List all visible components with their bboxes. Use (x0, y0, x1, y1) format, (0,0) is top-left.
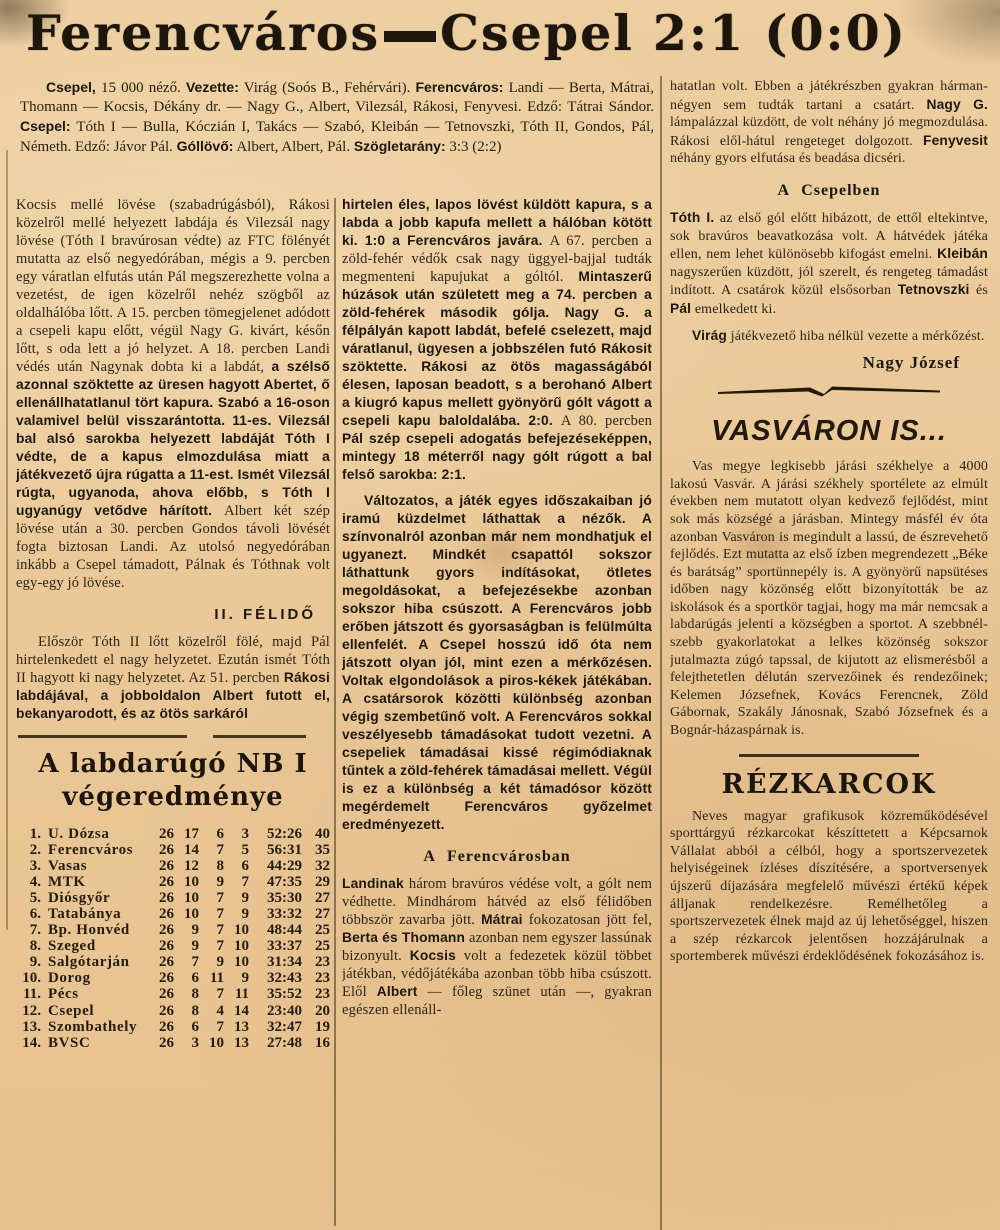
table-cell: 6 (241, 857, 249, 874)
text-run: Mátrai (481, 912, 523, 927)
text-run: Kleibán (937, 246, 988, 262)
table-cell: 26 (159, 825, 174, 842)
table-cell: Diósgyőr (48, 889, 111, 906)
table-cell: 7 (216, 905, 224, 922)
table-cell: 11 (209, 970, 224, 987)
table-cell: 3. (29, 857, 41, 874)
table-cell: 7 (216, 1018, 224, 1035)
table-cell: 5 (241, 841, 249, 858)
table-cell: 26 (159, 922, 174, 939)
table-cell: 9. (29, 954, 41, 971)
table-row (16, 986, 330, 1002)
column-1 (16, 196, 330, 1230)
text-run: Kocsis (409, 948, 456, 963)
table-row (16, 1003, 330, 1019)
vasvar-section-title: VASVÁRON IS... (711, 415, 947, 448)
table-cell: 8 (191, 1002, 199, 1019)
table-cell: 14. (22, 1034, 41, 1051)
table-cell: 13. (22, 1018, 41, 1035)
second-half-subhead: II. FÉLIDŐ (214, 606, 316, 623)
table-cell: 9 (191, 938, 199, 955)
column-divider-1 (334, 198, 336, 1226)
table-cell: 7 (216, 889, 224, 906)
table-cell: Pécs (48, 986, 79, 1003)
league-table (16, 826, 330, 1051)
text-run: Tóth I. (670, 209, 715, 225)
table-cell: 40 (315, 825, 330, 842)
table-cell: 11. (23, 986, 41, 1003)
headline-dash-icon (384, 31, 436, 42)
text-run: Ferencváros: (415, 79, 504, 95)
text-run: Rákosi labdájával, a jobboldalon Albert futott el, bekanyarodott, és az ötös sarkáról (16, 670, 330, 721)
table-cell: Ferencváros (48, 841, 134, 858)
table-cell: 7 (216, 986, 224, 1003)
table-cell: 7 (191, 954, 199, 971)
text-run: Tetnovszki (897, 282, 970, 298)
league-table-title (16, 748, 330, 814)
pen-flourish-divider-icon (714, 383, 944, 399)
league-table-title-line1: A labdarúgó NB I (38, 748, 308, 779)
text-run: Pál (670, 300, 692, 316)
table-cell: 23 (315, 954, 330, 971)
text-run: Berta és Thomann (342, 930, 466, 945)
table-cell: 47:35 (267, 873, 302, 890)
text-run: volt a fedezetek közül többet játékban, védőjátékába azonban több hiba csúszott. Elől (342, 948, 652, 1000)
table-row (16, 954, 330, 970)
table-cell: 12. (22, 1002, 41, 1019)
table-cell: 7 (216, 922, 224, 939)
table-cell: 26 (159, 905, 174, 922)
table-cell: 12 (184, 857, 199, 874)
table-cell: Dorog (48, 970, 91, 987)
table-cell: Vasas (48, 857, 88, 874)
text-run: Kocsis mellé lövése (szabadrúgásból), Rákosi közelről mellé helyezett labdája és Vilezsál nagy lövése (Tóth I bravúrosan védte) az FTC fölényét mutatta az első negyedórában, mégis a 9. percben egy váratlan elfutás után Pál megszerezhette volna a vezetést, de igen közelről nehéz szögből az oldalhálóba lőtt. A 15. percben tömegjelenet adódott a csepeli kapu előtt, végül Nagy G. kivárt, későn lőtt, s oda lett a jó helyzet. A 18. percben Landi védés után Nagynak dobta ki a labdát, (16, 197, 330, 375)
table-cell: 6 (191, 970, 199, 987)
table-cell: 8 (216, 857, 224, 874)
table-cell: 14 (234, 1002, 249, 1019)
table-cell: BVSC (48, 1034, 91, 1051)
table-cell: 7. (29, 922, 41, 939)
text-run: Vas megye legkisebb járási székhelye a 4000 lakosú Vasvár. A járási székhely sportélete az elmúlt években nem mutatott olyan kedvező fejlődést, mint sok más községé a járásban. Mintegy másfél év óta azonban Vasváron is megindult a lassú, de észrevehető fejlődés. Ezt mutatta az első ízben megrendezett „Béke és barátság” sportünnepély is. A gyönyörű napsütéses időben nagy közönség előtt bizonyították be az iskolások és a sportkör tagjai, hogy ma már nemcsak a labdarúgás jelenti a községben a sportot. A szebbnél-szebb gyakorlatokat a lelkes közönség sokszor jutalmazta zúgó tapssal, de kijutott az elismerésből a felejthetetlen délután szervezőinek és rendezőinek; Kelemen Józsefnek, Kovács Ferencnek, Zöld Gábornak, Szakály Jánosnak, Szabó Józsefnek és a Bognár-házaspárnak is. (670, 459, 988, 739)
text-run: A 67. percben a zöld-fehér védők csak nagy üggyel-bajjal tudták megmenteni kapujukat a góltól. (342, 233, 652, 285)
table-cell: 27:48 (267, 1034, 302, 1051)
league-table-title-line2: végeredménye (62, 781, 284, 812)
table-cell: 9 (241, 889, 249, 906)
text-run: Nagy G. (926, 96, 988, 112)
text-run: Neves magyar grafikusok közreműködésével sporttárgyú rézkarcokat készíttetett a Képcsarnok Vállalat abból a célból, hogy a sportszervezetek helyiségeinek ízléses díszítésére, a sportversenyek újszerű díjazására megfelelő művészi értékű képek álljanak rendelkezésre. Remélhetőleg a sportszervezetek élnek majd az új lehetőséggel, hiszen a szép rézkarcok jelentősen hozzájárulnak a sportemberek művészi érdeklődésének fokozásához is. (670, 808, 988, 965)
text-run: fokozatosan jött fel, (522, 912, 652, 928)
text-run: Albert két szép lövése után a 30. percben Gondos távoli lövését fogta biztosan Landi. Az utolsó negyedórában inkább a Csepel támadott, Pálnak és Tóthnak volt egy-egy jó lövése. (16, 503, 330, 591)
text-run: emelkedett ki. (691, 301, 777, 317)
table-cell: 25 (315, 938, 330, 955)
table-cell: Bp. Honvéd (48, 922, 130, 939)
table-cell: 7 (216, 841, 224, 858)
text-run: hatatlan volt. Ebben a játékrészben gyakran hárman-négyen sem tudták tartani a csatárt. (670, 79, 988, 113)
table-cell: 13 (234, 1018, 249, 1035)
table-cell: 5. (29, 889, 41, 906)
column-3 (670, 78, 988, 1230)
headline-left: Ferencváros (26, 4, 381, 62)
table-cell: Salgótarján (48, 954, 130, 971)
table-cell: 9 (191, 922, 199, 939)
table-cell: 9 (216, 954, 224, 971)
table-cell: 3 (241, 825, 249, 842)
table-cell: 10 (184, 905, 199, 922)
divider-segment (18, 735, 187, 738)
text-run: Először Tóth II lőtt közelről fölé, majd Pál hirtelenkedett el nagy helyzetet. Ezután ismét Tóth II hagyott ki nagy helyzetet. Az 51. percben (16, 634, 330, 686)
table-row (16, 1035, 330, 1051)
table-cell: 3 (191, 1034, 199, 1051)
author-byline: Nagy József (862, 353, 960, 373)
table-cell: 9 (241, 970, 249, 987)
table-cell: U. Dózsa (48, 825, 110, 842)
table-cell: 26 (159, 970, 174, 987)
table-row (16, 922, 330, 938)
table-cell: 23 (315, 970, 330, 987)
table-cell: 20 (315, 1002, 330, 1019)
referee-paragraph (670, 327, 988, 346)
table-cell: 10 (184, 889, 199, 906)
page-edge-rule (6, 150, 8, 930)
analysis-paragraph (342, 492, 652, 834)
table-cell: 6 (191, 1018, 199, 1035)
table-cell: MTK (48, 873, 86, 890)
text-run: Albert (376, 984, 418, 999)
text-run: Albert, Albert, Pál. (233, 139, 354, 155)
table-cell: 7 (241, 873, 249, 890)
table-cell: 19 (315, 1018, 330, 1035)
text-run: Csepel, (46, 79, 96, 95)
table-cell: Tatabánya (48, 905, 122, 922)
text-run: A 80. percben (560, 413, 652, 429)
table-cell: 52:26 (267, 825, 302, 842)
table-cell: 26 (159, 1034, 174, 1051)
table-cell: 9 (241, 905, 249, 922)
table-cell: 1. (29, 825, 41, 842)
table-row (16, 906, 330, 922)
rezkarcok-section-title: RÉZKARCOK (721, 768, 937, 800)
table-cell: 17 (184, 825, 199, 842)
table-cell: 6. (29, 905, 41, 922)
table-cell: 26 (159, 857, 174, 874)
text-run: 3:3 (2:2) (445, 139, 502, 155)
table-row (16, 874, 330, 890)
table-cell: 2. (29, 841, 41, 858)
table-row (16, 890, 330, 906)
table-cell: 48:44 (267, 922, 302, 939)
table-cell: 26 (159, 938, 174, 955)
table-cell: 10 (234, 922, 249, 939)
table-cell: 32 (315, 857, 330, 874)
table-cell: 8 (191, 986, 199, 1003)
divider-segment (213, 735, 305, 738)
text-run: Landi — Berta, Mátrai, Thomann — Kocsis, Dékány dr. — Nagy G., Albert, Vilezsál, Rákosi, Fenyvesi. Edző: Tátrai Sándor. (20, 80, 654, 115)
table-cell: 26 (159, 873, 174, 890)
report-paragraph-2 (16, 633, 330, 723)
headline-right: Csepel 2:1 (0:0) (440, 4, 907, 62)
table-cell: 32:43 (267, 970, 302, 987)
table-cell: 10 (209, 1034, 224, 1051)
text-run: Virág (692, 327, 728, 343)
report-paragraph-1 (16, 196, 330, 592)
text-run: azonban nem egyszer lassúnak bizonyult. (342, 930, 652, 964)
text-run: Csepel: (20, 118, 71, 134)
table-cell: 16 (315, 1034, 330, 1051)
text-run: néhány gyors elfutása és beadása dicséri. (670, 151, 906, 167)
table-cell: 23 (315, 986, 330, 1003)
table-cell: 35:52 (267, 986, 302, 1003)
table-cell: 27 (315, 905, 330, 922)
table-row (16, 842, 330, 858)
table-cell: 26 (159, 1002, 174, 1019)
table-row (16, 1019, 330, 1035)
table-cell: 31:34 (267, 954, 302, 971)
table-cell: 32:47 (267, 1018, 302, 1035)
text-run: játékvezető hiba nélkül vezette a mérkőzést. (727, 328, 985, 344)
table-cell: 56:31 (267, 841, 302, 858)
text-run: lámpalázzal küzdött, de volt néhány jó megmozdulása. Rákosi elől-hátul rengeteget dolgozott. (670, 115, 988, 149)
table-cell: 4 (216, 1002, 224, 1019)
table-row (16, 970, 330, 986)
text-run: Vezette: (185, 79, 239, 95)
text-run: Szögletarány: (353, 138, 446, 154)
ferencvaros-subhead: A Ferencvárosban (423, 848, 571, 865)
table-cell: Szombathely (48, 1018, 138, 1035)
table-row (16, 826, 330, 842)
table-cell: 10 (184, 873, 199, 890)
table-cell: Csepel (48, 1002, 95, 1019)
table-cell: 14 (184, 841, 199, 858)
ferencvaros-paragraph (342, 875, 652, 1019)
report-paragraph-3 (342, 196, 652, 484)
table-cell: 10 (234, 954, 249, 971)
headline (26, 4, 986, 62)
table-cell: 11 (234, 986, 249, 1003)
table-cell: 10 (234, 938, 249, 955)
csepel-subhead: A Csepelben (777, 181, 881, 199)
table-cell: 35:30 (267, 889, 302, 906)
rezkarcok-body (670, 808, 988, 966)
table-cell: 6 (216, 825, 224, 842)
table-cell: 26 (159, 1018, 174, 1035)
table-cell: 9 (216, 873, 224, 890)
match-lead-paragraph (20, 78, 654, 157)
text-run: Mintaszerű húzások után született meg a 74. percben a zöld-fehérek második gólja. Nagy G. a félpályán kapott labdát, befelé cselezett, majd váratlanul, ügyesen a jobbszélen futó Rákosit szöktette. Rákosi az ötös magasságából élesen, laposan beadott, s a berohanó Albert a kiugró kapus mellett gyönyörű gólt vágott a csepeli kapu baloldalába. 2:0. (342, 269, 652, 428)
text-run: három bravúros védése volt, a gólt nem védhette. Mindhárom hátvéd az első félidőben többször zavarba jött. (342, 876, 652, 928)
text-run: az első gól előtt hibázott, de ettől eltekintve, sok bravúros beavatkozása volt. A hátvédek játéka ellen, nem lehet különösebb kifogást emelni. (670, 210, 988, 263)
text-run: a szélső azonnal szöktette az üresen hagyott Abertet, ő ellenállhatatlanul tört kapura. Szabó a 16-oson valamivel belül visszarántotta. 11-es. Vilezsál bal alsó sarokba helyezett labdáját Tóth I védte, de a kapus elmozdulása miatt a játékvezető újra rúgatta a 11-est. Ismét Vilezsál rúgta, ugyanoda, ahova előbb, s Tóth I ugyanúgy vetődve hárított. (16, 359, 330, 518)
text-run: Virág (Soós B., Fehérvári). (238, 80, 416, 96)
continuation-paragraph (670, 78, 988, 168)
text-run: nagyszerűen küzdött, jól szerelt, és rengeteg támadást indított. A csatárok közül elsősorban (670, 264, 988, 299)
table-row (16, 858, 330, 874)
table-cell: 35 (315, 841, 330, 858)
table-cell: 26 (159, 954, 174, 971)
table-cell: 8. (29, 938, 41, 955)
text-run: hirtelen éles, lapos lövést küldött kapura, s a labda a jobb kapufa mellett a hálóban kötött ki. 1:0 a Ferencváros javára. (342, 197, 652, 248)
section-divider-rule (18, 735, 326, 738)
table-cell: 26 (159, 841, 174, 858)
text-run: és (969, 283, 988, 299)
table-cell: 10. (22, 970, 41, 987)
table-cell: 33:37 (267, 938, 302, 955)
text-run: Tóth I — Bulla, Kóczián I, Takács — Szabó, Kleibán — Tetnovszki, Tóth II, Gondos, Pál, Németh. Edző: Jávor Pál. (20, 119, 654, 155)
text-run: Változatos, a játék egyes időszakaiban jó iramú küzdelmet láthattak a nézők. A színvonalról azonban már nem mondhatjuk el ugyanezt. Mindkét csapattól sokszor láthattunk gyors indításokat, ötletes megoldásokat, a befejezésekbe azonban sokszor hiba csúszott. A Ferencváros jobb erőben játszott és gyorsaságban is felülmúlta ellenfelét. A Csepel hosszú idő óta nem játszott olyan jól, mint ezen a mérkőzésen. Voltak elgondolások a piros-kékek játékában. A csatársorok közötti különbség azonban végig szembetűnő volt. A Ferencváros sokkal veszélyesebb támadásokat tudott vezetni. A csepeliek támadásai kissé régimódiaknak tűntek a zöld-fehérek támadásai mellett. Végül is ez a különbség a két támadósor között megérdemelt Ferencváros győzelmet eredményezett. (342, 493, 652, 832)
section-divider-rule-2 (739, 754, 919, 757)
table-cell: 26 (159, 986, 174, 1003)
table-cell: 33:32 (267, 905, 302, 922)
table-cell: 27 (315, 889, 330, 906)
text-run: Pál szép csepeli adogatás befejezéseképpen, mintegy 18 méterről nagy gólt rúgott a bal felső sarokba: 2:1. (342, 431, 652, 482)
table-cell: Szeged (48, 938, 96, 955)
table-cell: 44:29 (267, 857, 302, 874)
text-run: — főleg szünet után —, gyakran egészen ellenáll- (342, 984, 652, 1018)
vasvar-body (670, 458, 988, 740)
table-cell: 23:40 (267, 1002, 302, 1019)
table-cell: 7 (216, 938, 224, 955)
table-row (16, 938, 330, 954)
table-cell: 26 (159, 889, 174, 906)
table-cell: 29 (315, 873, 330, 890)
table-cell: 4. (29, 873, 41, 890)
csepel-paragraph (670, 209, 988, 319)
text-run: 15 000 néző. (95, 80, 186, 96)
table-cell: 13 (234, 1034, 249, 1051)
column-2 (342, 196, 652, 1230)
text-run: Landinak (342, 876, 404, 891)
text-run: Fenyvesit (923, 132, 988, 148)
text-run: Góllövő: (176, 138, 234, 154)
column-divider-2 (660, 76, 662, 1230)
table-cell: 25 (315, 922, 330, 939)
